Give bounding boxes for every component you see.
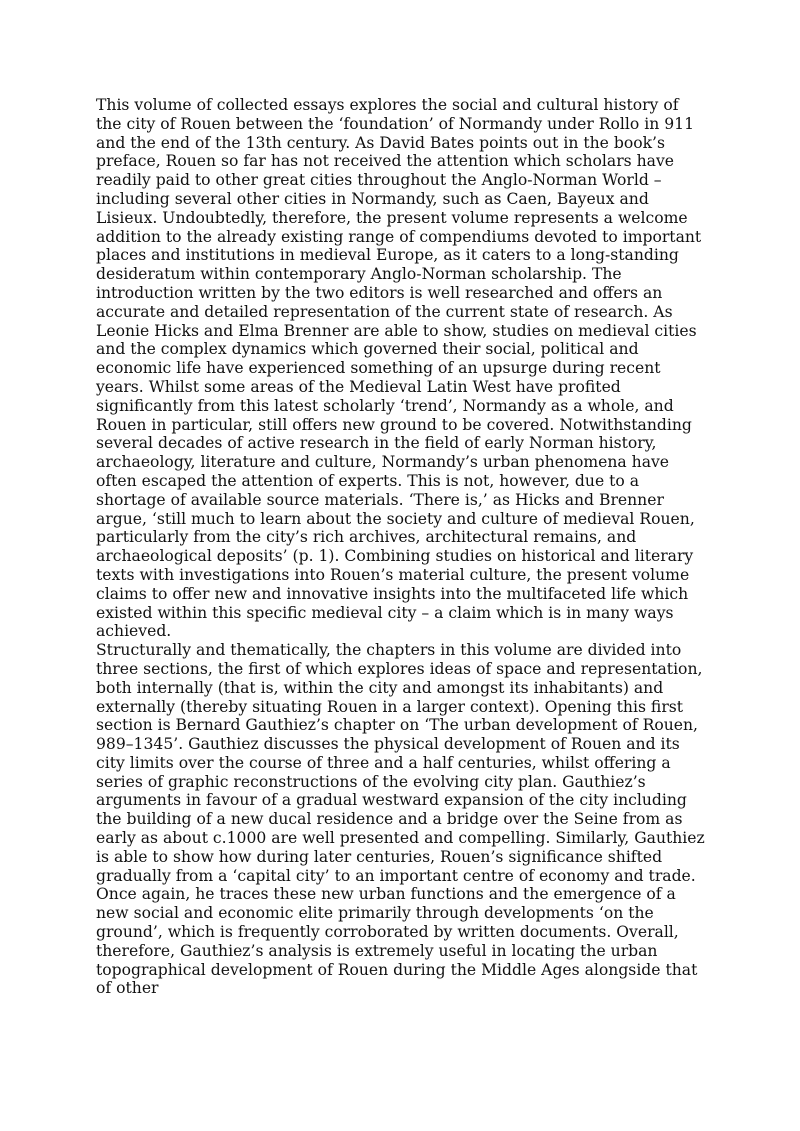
paragraph-1: This volume of collected essays explores the social and cultural history of the city of Rouen between the ‘foundation’ of Normandy under Rollo in 911 and the end of the 13th century. As David Bates points out in the book’s preface, Rouen so far has not received the attention which scholars have readily paid to other great cities throughout the Anglo-Norman World – including several other cities in Normandy, such as Caen, Bayeux and Lisieux. Undoubtedly, therefore, the present volume represents a welcome addition to the already existing range of compendiums devoted to important places and institutions in medieval Europe, as it caters to a long-standing desideratum within contemporary Anglo-Norman scholarship. The introduction written by the two editors is well researched and offers an accurate and detailed representation of the current state of research. As Leonie Hicks and Elma Brenner are able to show, studies on medieval cities and the complex dynamics which governed their social, political and economic life have experienced something of an upsurge during recent years. Whilst some areas of the Medieval Latin West have profited significantly from this latest scholarly ‘trend’, Normandy as a whole, and Rouen in particular, still offers new ground to be covered. Notwithstanding several decades of active research in the field of early Norman history, archaeology, literature and culture, Normandy’s urban phenomena have often escaped the attention of experts. This is not, however, due to a shortage of available source materials. ‘There is,’ as Hicks and Brenner argue, ‘still much to learn about the society and culture of medieval Rouen, particularly from the city’s rich archives, architectural remains, and archaeological deposits’ (p. 1). Combining studies on historical and literary texts with investigations into Rouen’s material culture, the present volume claims to offer new and innovative insights into the multifaceted life which existed within this specific medieval city – a claim which is in many ways achieved. — [96, 96, 702, 641]
paragraph-2: Structurally and thematically, the chapters in this volume are divided into three sections, the first of which explores ideas of space and representation, both internally (that is, within the city and amongst its inhabitants) and externally (thereby situating Rouen in a larger context). Opening this first section is Bernard Gauthiez’s chapter on ‘The urban development of Rouen, 989–1345’. Gauthiez discusses the physical development of Rouen and its city limits over the course of three and a half centuries, whilst offering a series of graphic reconstructions of the evolving city plan. Gauthiez’s arguments in favour of a gradual westward expansion of the city including the building of a new ducal residence and a bridge over the Seine from as early as about c.1000 are well presented and compelling. Similarly, Gauthiez is able to show how during later centuries, Rouen’s significance shifted gradually from a ‘capital city’ to an important centre of economy and trade. Once again, he traces these new urban functions and the emergence of a new social and economic elite primarily through developments ‘on the ground’, which is frequently corroborated by written documents. Overall, therefore, Gauthiez’s analysis is extremely useful in locating the urban topographical development of Rouen during the Middle Ages alongside that of other — [96, 641, 705, 998]
document-page — [96, 96, 708, 998]
